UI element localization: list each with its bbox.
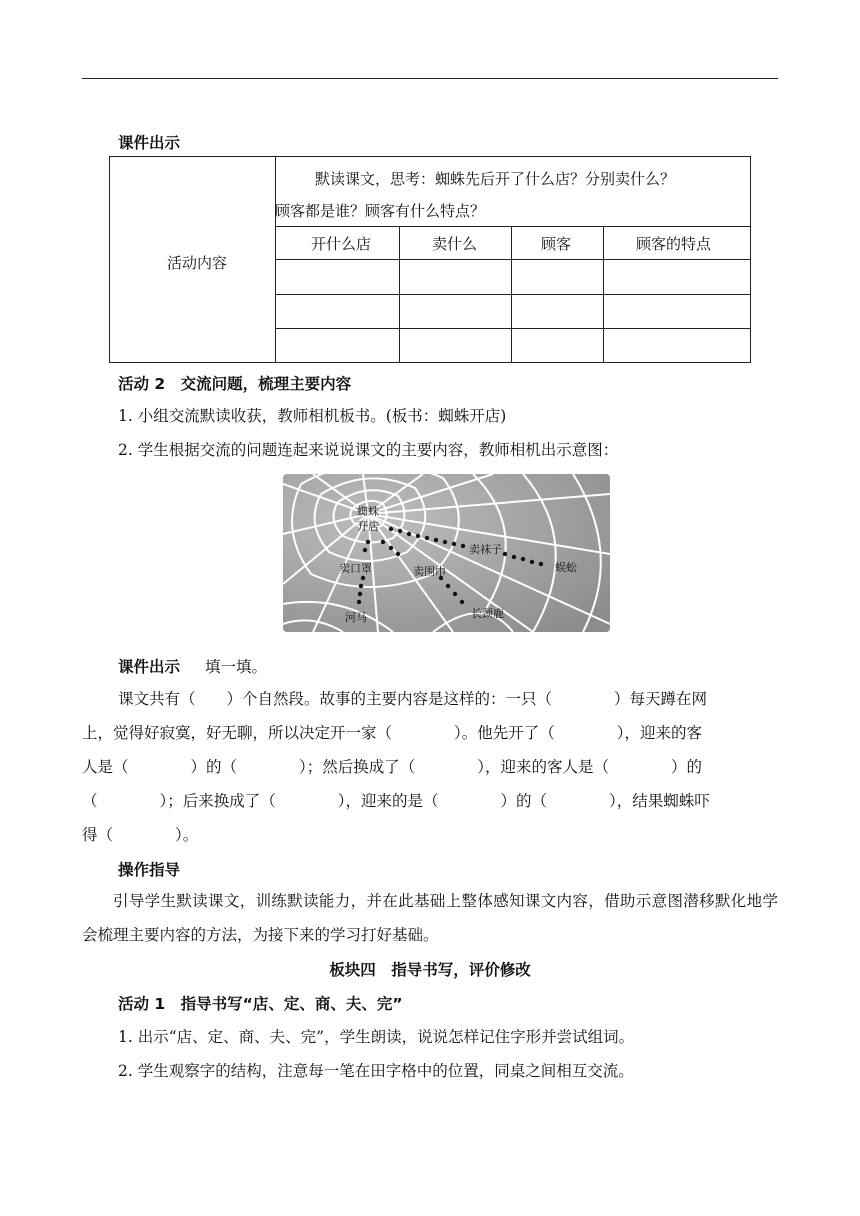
guidance-heading: 操作指导 bbox=[118, 861, 181, 879]
table-line-row3 bbox=[275, 328, 750, 329]
block4-activity1-heading: 活动 1 指导书写“店、定、商、夫、完” bbox=[118, 995, 403, 1013]
fill-line-1: 课文共有（ ）个自然段。故事的主要内容是这样的：一只（ ）每天蹲在网 bbox=[118, 690, 708, 708]
fill-section-instruction: 填一填。 bbox=[205, 658, 268, 676]
web-label-center-2: 开店 bbox=[357, 520, 379, 533]
section-heading-courseware: 课件出示 bbox=[118, 134, 181, 152]
fill-line-2: 上，觉得好寂寞，好无聊，所以决定开一家（ ）。他先开了（ ），迎来的客 bbox=[82, 724, 703, 742]
table-prompt bbox=[275, 163, 745, 227]
header-rule bbox=[82, 78, 778, 79]
block4-item2: 2. 学生观察字的结构，注意每一笔在田字格中的位置，同桌之间相互交流。 bbox=[118, 1062, 634, 1080]
activity2-item1: 1. 小组交流默读收获，教师相机板书。(板书：蜘蛛开店) bbox=[118, 407, 507, 425]
table-col-header-goods: 卖什么 bbox=[432, 235, 478, 253]
table-line-row1 bbox=[275, 259, 750, 260]
table-col-header-trait: 顾客的特点 bbox=[636, 235, 712, 253]
block4-heading: 板块四 指导书写，评价修改 bbox=[329, 961, 531, 979]
web-label-sock-shop: 卖袜子 bbox=[469, 543, 502, 556]
web-label-giraffe: 长颈鹿 bbox=[471, 607, 504, 620]
table-col-header-customer: 顾客 bbox=[541, 235, 572, 253]
activity2-item2: 2. 学生根据交流的问题连起来说说课文的主要内容，教师相机出示意图： bbox=[118, 441, 619, 459]
web-label-centipede: 蜈蚣 bbox=[555, 561, 577, 574]
table-left-label: 活动内容 bbox=[167, 254, 228, 272]
table-col-line-3 bbox=[603, 226, 604, 362]
table-line-row2 bbox=[275, 294, 750, 295]
activity2-heading: 活动 2 交流问题，梳理主要内容 bbox=[118, 375, 352, 393]
fill-line-4: （ ）；后来换成了（ ），迎来的是（ ）的（ ），结果蜘蛛吓 bbox=[82, 792, 710, 810]
guidance-text: 引导学生默读课文，训练默读能力，并在此基础上整体感知课文内容，借助示意图潜移默化地学会梳理主要内容的方法，为接下来的学习打好基础。 bbox=[82, 892, 778, 944]
web-label-mask-shop: 卖口罩 bbox=[339, 562, 372, 575]
activity-table bbox=[109, 156, 751, 363]
fill-line-3: 人是（ ）的（ ）；然后换成了（ ），迎来的客人是（ ）的 bbox=[82, 758, 703, 776]
fill-line-5: 得（ ）。 bbox=[82, 826, 199, 844]
guidance-paragraph bbox=[82, 884, 778, 952]
table-col-line-1 bbox=[399, 226, 400, 362]
spider-web-diagram bbox=[283, 474, 610, 632]
table-prompt-line2: 顾客都是谁？顾客有什么特点？ bbox=[275, 202, 486, 220]
web-label-scarf-shop: 卖围巾 bbox=[413, 565, 446, 578]
table-prompt-line1: 默读课文，思考：蜘蛛先后开了什么店？分别卖什么？ bbox=[315, 170, 676, 188]
table-col-line-2 bbox=[511, 226, 512, 362]
block4-item1: 1. 出示“店、定、商、夫、完”，学生朗读，说说怎样记住字形并尝试组词。 bbox=[118, 1028, 635, 1046]
table-col-header-shop: 开什么店 bbox=[311, 235, 372, 253]
web-label-hippo: 河马 bbox=[345, 611, 367, 624]
fill-section-heading: 课件出示 bbox=[118, 658, 181, 676]
web-label-center-1: 蜘蛛 bbox=[357, 505, 379, 518]
